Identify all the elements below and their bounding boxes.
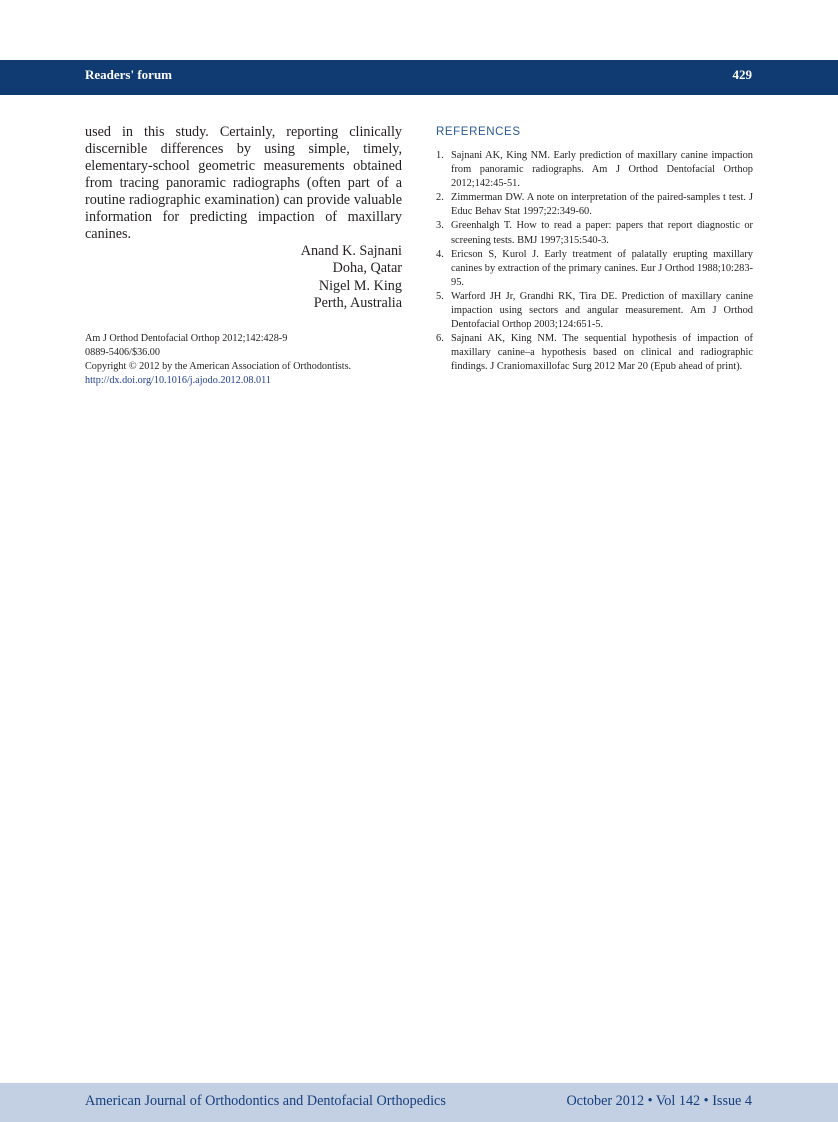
reference-number: 4. [436,248,444,260]
page-number: 429 [732,67,752,82]
reference-item [436,290,753,332]
letter-body: used in this study. Certainly, reporting clinically discernible differences by using simple, timely, elementary-school geometric measurements obtained from tracing panoramic radiographs (often part of a routine radiographic examination) can provide valuable information for predicting impaction of maxillary canines. [85,124,402,242]
reference-text: Greenhalgh T. How to read a paper: papers that report diagnostic or screening tests. BMJ 1997;315:540-3. [451,220,753,246]
copyright-notice: Copyright © 2012 by the American Association of Orthodontists. [85,360,352,372]
issn: 0889-5406/$36.00 [85,346,160,358]
author-location: Doha, Qatar [332,260,402,277]
letter-column [85,124,402,388]
reference-number: 2. [436,192,444,204]
reference-item [436,149,753,191]
reference-number: 5. [436,290,444,302]
running-header [0,60,838,95]
reference-item [436,248,753,290]
reference-number: 1. [436,150,444,161]
signature-block [85,243,402,313]
author-name: Nigel M. King [318,277,402,294]
reference-text: Sajnani AK, King NM. The sequential hypothesis of impaction of maxillary canine–a hypothesis based on clinical and radiographic findings. J Craniomaxillofac Surg 2012 Mar 20 (Epub ahead of print). [451,333,753,373]
section-title: Readers' forum [85,67,173,82]
references-heading: REFERENCES [436,126,521,138]
reference-item [436,191,753,219]
journal-name: American Journal of Orthodontics and Dentofacial Orthopedics [85,1093,446,1109]
reference-item [436,219,753,247]
reference-number: 6. [436,333,444,345]
citation-block [85,332,402,388]
reference-item [436,332,753,374]
reference-number: 3. [436,220,444,232]
doi-link[interactable]: http://dx.doi.org/10.1016/j.ajodo.2012.08.011 [85,374,271,386]
references-column [436,126,753,375]
journal-reference: Am J Orthod Dentofacial Orthop 2012;142:428-9 [85,332,288,344]
running-footer [0,1083,838,1122]
author-name: Anand K. Sajnani [300,243,402,259]
reference-text: Warford JH Jr, Grandhi RK, Tira DE. Prediction of maxillary canine impaction using sectors and angular measurement. Am J Orthod Dentofacial Orthop 2003;124:651-5. [451,290,753,331]
reference-text: Sajnani AK, King NM. Early prediction of maxillary canine impaction from panoramic radiographs. Am J Orthod Dentofacial Orthop 2012;142:45-51. [451,150,753,190]
reference-text: Zimmerman DW. A note on interpretation of the paired-samples t test. J Educ Behav Stat 1997;22:349-60. [451,192,753,218]
issue-info: October 2012 • Vol 142 • Issue 4 [566,1093,752,1109]
references-list [436,149,753,375]
reference-text: Ericson S, Kurol J. Early treatment of palatally erupting maxillary canines by extraction of the primary canines. Eur J Orthod 1988;10:283-95. [451,248,753,288]
author-location: Perth, Australia [313,295,402,312]
